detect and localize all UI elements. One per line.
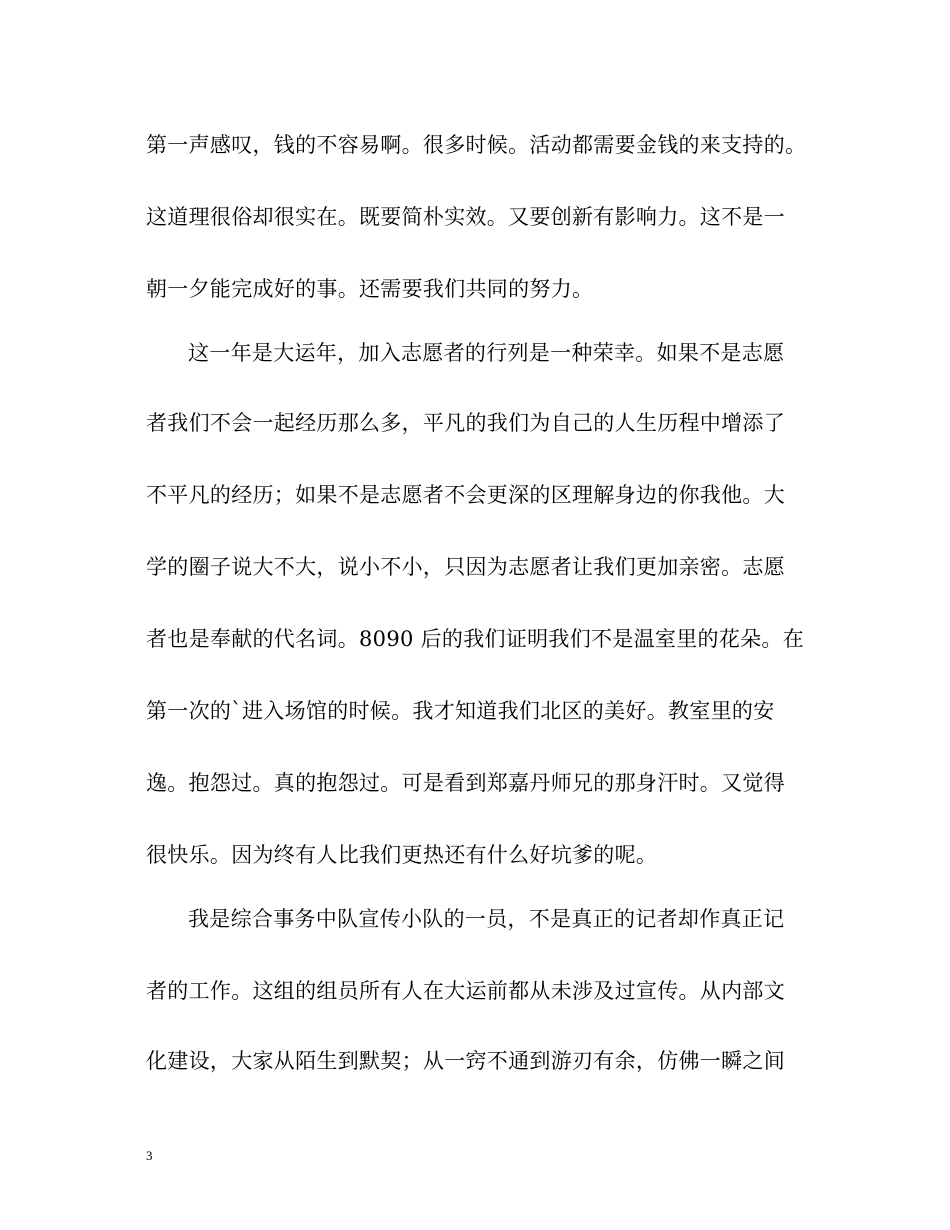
page-number: 3 — [146, 1148, 153, 1163]
text-line: 者的工作。这组的组员所有人在大运前都从未涉及过宣传。从内部文 — [146, 979, 785, 1003]
text-line: 不平凡的经历；如果不是志愿者不会更深的区理解身边的你我他。大 — [146, 483, 785, 507]
text-line: 者我们不会一起经历那么多，平凡的我们为自己的人生历程中增添了 — [146, 411, 785, 435]
text-line: 朝一夕能完成好的事。还需要我们共同的努力。 — [146, 277, 594, 301]
text-line: 很快乐。因为终有人比我们更热还有什么好坑爹的呢。 — [146, 843, 658, 867]
text-line: 第一声感叹，钱的不容易啊。很多时候。活动都需要金钱的来支持的。 — [146, 133, 807, 157]
text-line: 者也是奉献的代名词。8090 后的我们证明我们不是温室里的花朵。在 — [146, 627, 805, 651]
paragraph-first-line: 这一年是大运年，加入志愿者的行列是一种荣幸。如果不是志愿 — [188, 341, 785, 365]
text-line: 逸。抱怨过。真的抱怨过。可是看到郑嘉丹师兄的那身汗时。又觉得 — [146, 771, 785, 795]
text-line: 化建设，大家从陌生到默契；从一窍不通到游刃有余，仿佛一瞬之间 — [146, 1049, 785, 1073]
text-line: 第一次的`进入场馆的时候。我才知道我们北区的美好。教室里的安 — [146, 699, 775, 723]
paragraph-first-line: 我是综合事务中队宣传小队的一员，不是真正的记者却作真正记 — [188, 907, 785, 931]
text-line: 这道理很俗却很实在。既要简朴实效。又要创新有影响力。这不是一 — [146, 205, 785, 229]
text-line: 学的圈子说大不大，说小不小，只因为志愿者让我们更加亲密。志愿 — [146, 555, 785, 579]
